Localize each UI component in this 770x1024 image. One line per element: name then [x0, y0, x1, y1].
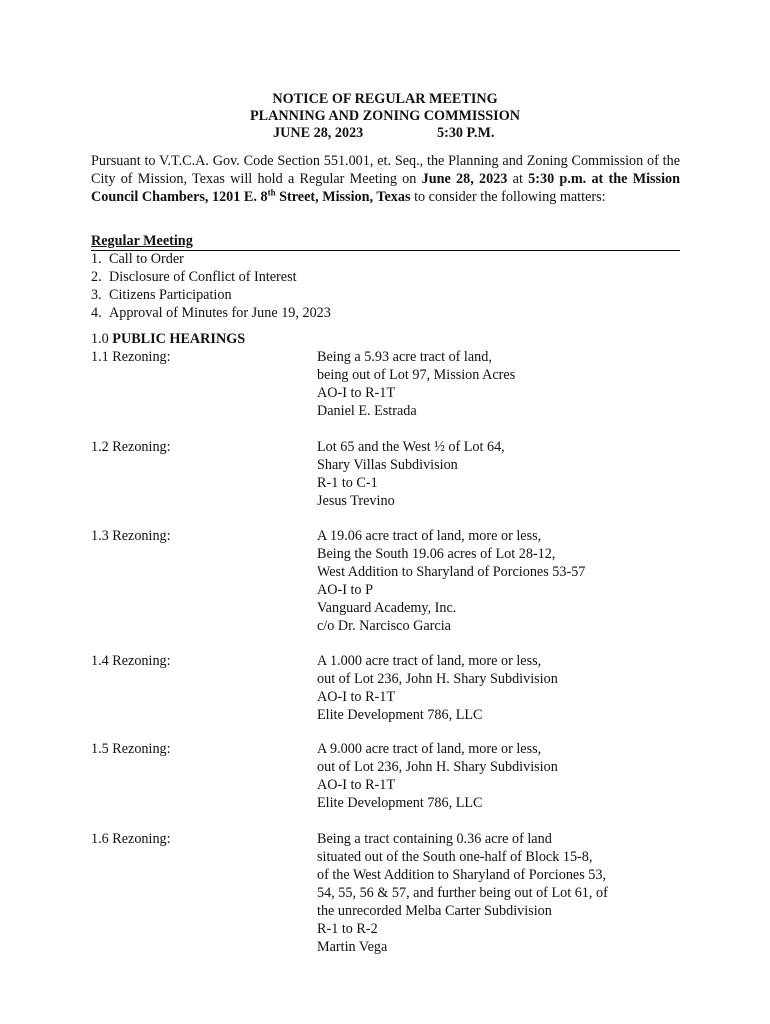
hearing-item-description [317, 652, 558, 724]
intro-text-2: at [507, 171, 529, 187]
agenda-item [91, 304, 331, 322]
agenda-item-number: 1. [91, 251, 102, 267]
meeting-date: JUNE 28, 2023 [273, 125, 364, 141]
hearing-item-description [317, 438, 505, 510]
hearing-item-line: out of Lot 236, John H. Shary Subdivision [317, 759, 558, 775]
hearing-item-line: Being a tract containing 0.36 acre of land [317, 831, 552, 847]
agenda-item-number: 3. [91, 287, 102, 303]
hearing-item-label: 1.3 Rezoning: [91, 528, 171, 544]
hearing-item-description [317, 740, 558, 812]
hearing-item-label: 1.1 Rezoning: [91, 349, 171, 365]
hearing-item-description [317, 348, 515, 420]
hearing-item-line: Jesus Trevino [317, 493, 395, 509]
hearing-item-line: out of Lot 236, John H. Shary Subdivision [317, 671, 558, 687]
hearing-item-line: West Addition to Sharyland of Porciones 53-57 [317, 564, 586, 580]
hearing-item-line: Being the South 19.06 acres of Lot 28-12, [317, 546, 556, 562]
hearing-item-line: Elite Development 786, LLC [317, 795, 483, 811]
agenda-item-number: 4. [91, 305, 102, 321]
hearing-item-line: AO-I to P [317, 582, 373, 598]
agenda-item [91, 250, 184, 268]
hearing-item-line: situated out of the South one-half of Block 15-8, [317, 849, 593, 865]
intro-location: 5:30 p.m. at the Mission Council Chambers, 1201 E. 8th Street, Mission, Texas [91, 171, 680, 205]
hearing-item-line: Martin Vega [317, 939, 388, 955]
hearing-item-line: A 1.000 acre tract of land, more or less, [317, 653, 542, 669]
hearing-item-line: of the West Addition to Sharyland of Porciones 53, [317, 867, 607, 883]
agenda-item [91, 286, 232, 304]
intro-paragraph [91, 152, 680, 206]
hearing-item-line: Daniel E. Estrada [317, 403, 417, 419]
hearing-item-label: 1.4 Rezoning: [91, 653, 171, 669]
hearing-item-line: AO-I to R-1T [317, 385, 396, 401]
public-hearings-heading: 1.0 PUBLIC HEARINGS [91, 331, 246, 347]
hearing-item-line: R-1 to R-2 [317, 921, 378, 937]
agenda-item-text: Call to Order [109, 251, 184, 267]
hearing-item-line: R-1 to C-1 [317, 475, 378, 491]
hearing-item-description [317, 830, 608, 956]
notice-title: NOTICE OF REGULAR MEETING [272, 91, 498, 107]
agenda-item-text: Approval of Minutes for June 19, 2023 [109, 305, 331, 321]
agenda-item-text: Citizens Participation [109, 287, 232, 303]
hearing-item-line: the unrecorded Melba Carter Subdivision [317, 903, 552, 919]
intro-text-1: Pursuant to V.T.C.A. Gov. Code Section 551.001, et. Seq., the Planning and Zoning Commission of the City of Mission, Texas will hold a Regular Meeting on [91, 153, 680, 187]
meeting-time: 5:30 P.M. [437, 125, 495, 141]
hearing-item-line: Lot 65 and the West ½ of Lot 64, [317, 439, 505, 455]
hearing-item-line: Elite Development 786, LLC [317, 707, 483, 723]
meeting-date-time [273, 125, 495, 142]
hearing-item-line: AO-I to R-1T [317, 777, 396, 793]
regular-meeting-heading: Regular Meeting [91, 232, 680, 251]
hearing-item-line: Being a 5.93 acre tract of land, [317, 349, 492, 365]
intro-text-3: to consider the following matters: [410, 189, 606, 205]
hearing-item-line: AO-I to R-1T [317, 689, 396, 705]
hearing-item-line: A 19.06 acre tract of land, more or less, [317, 528, 542, 544]
hearing-item-line: Shary Villas Subdivision [317, 457, 458, 473]
hearing-item-line: c/o Dr. Narcisco Garcia [317, 618, 451, 634]
hearing-item-label: 1.5 Rezoning: [91, 741, 171, 757]
hearing-item-line: A 9.000 acre tract of land, more or less, [317, 741, 542, 757]
agenda-item-number: 2. [91, 269, 102, 285]
hearing-item-label: 1.6 Rezoning: [91, 831, 171, 847]
agenda-item [91, 268, 297, 286]
agenda-item-text: Disclosure of Conflict of Interest [109, 269, 297, 285]
hearing-item-label: 1.2 Rezoning: [91, 439, 171, 455]
hearing-item-line: being out of Lot 97, Mission Acres [317, 367, 516, 383]
hearing-item-line: 54, 55, 56 & 57, and further being out of Lot 61, of [317, 885, 608, 901]
commission-title: PLANNING AND ZONING COMMISSION [250, 108, 520, 124]
hearing-item-line: Vanguard Academy, Inc. [317, 600, 457, 616]
hearing-item-description [317, 527, 585, 635]
intro-date: June 28, 2023 [421, 171, 508, 187]
